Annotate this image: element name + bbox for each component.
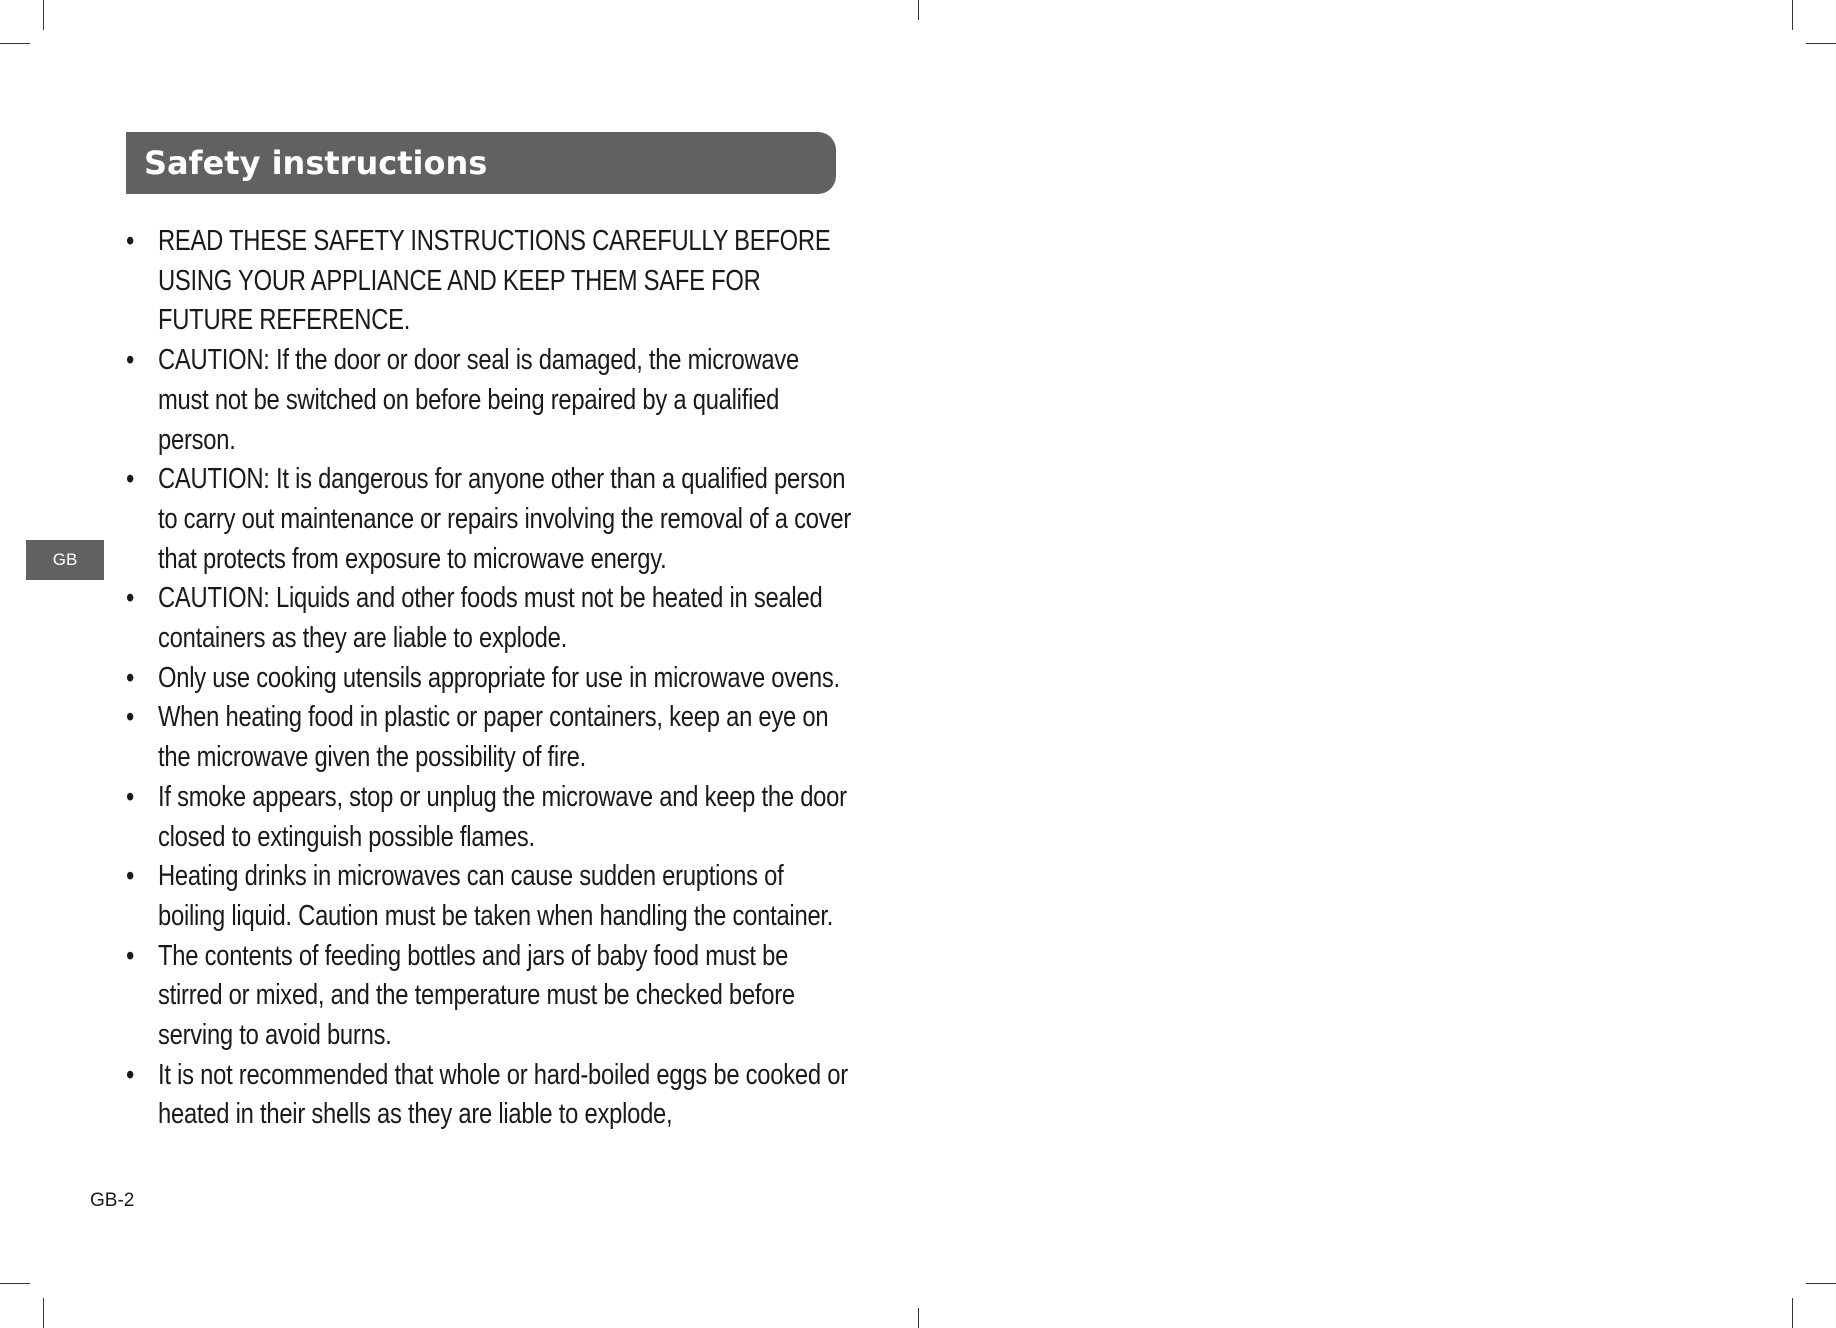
language-tab: GB [26, 540, 104, 580]
section-header-bar [126, 132, 836, 194]
bullet-icon: • [126, 225, 135, 257]
crop-mark [0, 43, 30, 44]
list-item [126, 857, 853, 936]
list-item [126, 937, 853, 1056]
list-item [126, 460, 853, 579]
list-item-text: CAUTION: If the door or door seal is damaged, the microwave must not be switched on before being repaired by a qualified person. [157, 344, 800, 456]
page-number: GB-2 [90, 1190, 135, 1211]
bullet-icon: • [126, 780, 135, 813]
list-item-text: CAUTION: It is dangerous for anyone other than a qualified person to carry out maintenance or repairs involving the removal of a cover that protects from exposure to microwave energy. [157, 463, 852, 575]
crop-mark [1792, 0, 1793, 30]
list-item-text: READ THESE SAFETY INSTRUCTIONS CAREFULLY BEFORE USING YOUR APPLIANCE AND KEEP THEM SAFE FOR FUTURE REFERENCE. [157, 225, 831, 337]
crop-mark [1792, 1298, 1793, 1328]
list-item [126, 222, 853, 341]
crop-mark [918, 0, 919, 20]
bullet-icon: • [126, 661, 135, 694]
crop-mark [43, 0, 44, 30]
crop-mark [918, 1308, 919, 1328]
crop-mark [0, 1283, 30, 1284]
bullet-icon: • [126, 344, 135, 377]
list-item [126, 1056, 853, 1135]
list-item-text: When heating food in plastic or paper containers, keep an eye on the microwave given the possibility of fire. [157, 701, 829, 774]
bullet-icon: • [126, 860, 135, 893]
bullet-icon: • [126, 939, 135, 972]
crop-mark [1806, 1283, 1836, 1284]
safety-instructions-list [126, 222, 853, 1135]
bullet-icon: • [126, 463, 135, 496]
list-item-text: The contents of feeding bottles and jars of baby food must be stirred or mixed, and the temperature must be checked before serving to avoid burns. [157, 939, 795, 1052]
list-item-text: Heating drinks in microwaves can cause sudden eruptions of boiling liquid. Caution must be taken when handling the container. [157, 860, 834, 932]
section-title: Safety instructions [144, 144, 488, 182]
list-item-text: It is not recommended that whole or hard-boiled eggs be cooked or heated in their shells as they are liable to explode, [157, 1058, 848, 1131]
bullet-icon: • [126, 701, 135, 734]
crop-mark [43, 1298, 44, 1328]
bullet-icon: • [126, 582, 135, 615]
crop-mark [1806, 43, 1836, 44]
list-item [126, 579, 853, 658]
list-item [126, 778, 853, 857]
list-item [126, 659, 853, 699]
list-item [126, 698, 853, 777]
list-item-text: Only use cooking utensils appropriate for use in microwave ovens. [157, 661, 840, 694]
list-item-text: CAUTION: Liquids and other foods must not be heated in sealed containers as they are liable to explode. [157, 582, 823, 655]
bullet-icon: • [126, 1058, 135, 1091]
list-item-text: If smoke appears, stop or unplug the microwave and keep the door closed to extinguish possible flames. [157, 780, 847, 853]
list-item [126, 341, 853, 460]
